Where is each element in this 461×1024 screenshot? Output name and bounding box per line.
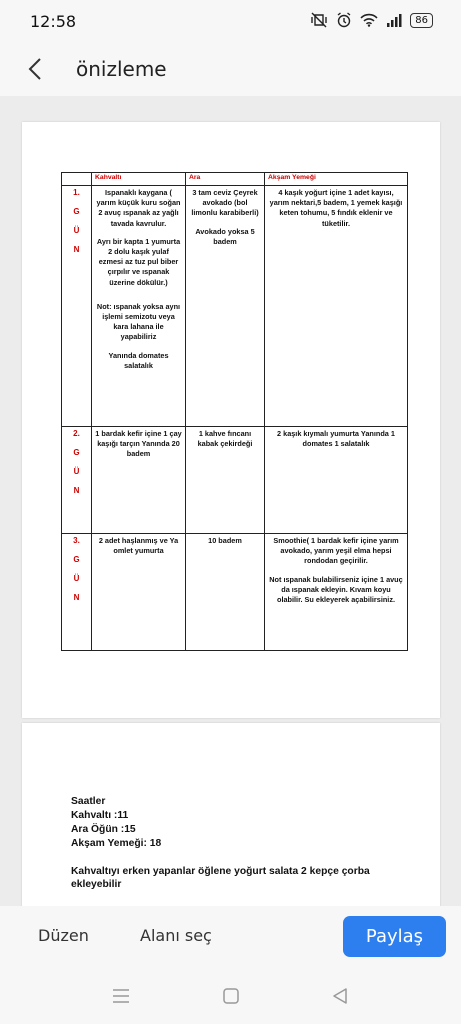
dinner-cell bbox=[265, 427, 408, 534]
day-number: 3. bbox=[73, 536, 80, 545]
select-area-button[interactable]: Alanı seç bbox=[140, 926, 212, 945]
menu-nav-button[interactable] bbox=[111, 987, 131, 1005]
cell-text: 3 tam ceviz Çeyrek avokado (bol limonlu karabiberli) bbox=[191, 188, 259, 218]
cell-text: Smoothie( 1 bardak kefir içine yarım avokado, yarım yeşil elma hepsi rondodan geçirilir. bbox=[273, 536, 399, 566]
day-letter: Ü bbox=[73, 226, 80, 235]
triangle-back-icon bbox=[332, 988, 348, 1004]
breakfast-cell bbox=[92, 534, 186, 651]
cell-text: Ayrı bir kapta 1 yumurta 2 dolu kaşık yulaf ezmesi az tuz pul biber çırpılır ve ıspanak üzerine dökülür.) bbox=[96, 236, 181, 287]
status-time: 12:58 bbox=[30, 12, 77, 31]
status-bar bbox=[0, 0, 461, 44]
bottom-action-bar bbox=[0, 906, 461, 968]
day-letter: G bbox=[73, 448, 80, 457]
snack-cell bbox=[186, 534, 265, 651]
page-title: önizleme bbox=[76, 57, 167, 81]
cell-text: Avokado yoksa 5 badem bbox=[195, 226, 255, 246]
cell-text: 10 badem bbox=[208, 536, 242, 545]
back-button[interactable] bbox=[18, 52, 52, 86]
breakfast-cell bbox=[92, 186, 186, 427]
cell-text: Not: ıspanak yoksa aynı işlemi semizotu veya kara lahana ile yapabiliriz bbox=[96, 301, 181, 342]
day-label bbox=[62, 186, 92, 427]
notes-line: Ara Öğün :15 bbox=[71, 823, 136, 835]
cell-text: 2 adet haşlanmış ve Ya omlet yumurta bbox=[98, 536, 179, 556]
day-letter: N bbox=[73, 486, 80, 495]
cell-text: 1 kahve fıncanı kabak çekirdeği bbox=[197, 429, 253, 449]
snack-cell bbox=[186, 186, 265, 427]
home-nav-button[interactable] bbox=[221, 987, 241, 1005]
share-button[interactable]: Paylaş bbox=[343, 916, 446, 957]
cell-text: 1 bardak kefir içine 1 çay kaşığı tarçın Yanında 20 badem bbox=[95, 429, 182, 459]
notes-tip: Kahvaltıyı erken yapanlar öğlene yoğurt salata 2 kepçe çorba ekleyebilir bbox=[71, 865, 370, 891]
menu-icon bbox=[112, 989, 130, 1003]
notes-line: Akşam Yemeği: 18 bbox=[71, 837, 162, 849]
cell-text: 2 kaşık kıymalı yumurta Yanında 1 domates 1 salatalık bbox=[277, 429, 395, 449]
chevron-left-icon bbox=[28, 57, 42, 81]
wifi-icon bbox=[360, 13, 378, 27]
day-letter: Ü bbox=[73, 574, 80, 583]
day-letter: G bbox=[73, 555, 80, 564]
table-header-cell: Akşam Yemeği bbox=[265, 173, 408, 186]
document-preview[interactable] bbox=[0, 96, 461, 906]
day-letter: N bbox=[73, 593, 80, 602]
day-letter: N bbox=[73, 245, 80, 254]
table-row bbox=[62, 534, 408, 651]
document-page-1 bbox=[22, 122, 440, 718]
table-header-cell: Ara bbox=[186, 173, 265, 186]
schedule-notes bbox=[71, 795, 401, 892]
day-number: 2. bbox=[73, 429, 80, 438]
cell-text: Not ıspanak bulabilirseniz içine 1 avuç da ıspanak ekleyin. Kıvam koyu olabilir. Su ekleyerek açabilirsiniz. bbox=[269, 574, 403, 605]
day-label bbox=[62, 534, 92, 651]
back-nav-button[interactable] bbox=[330, 987, 350, 1005]
document-page-2 bbox=[22, 723, 440, 906]
cell-text: Ispanaklı kaygana ( yarım küçük kuru soğan 2 avuç ıspanak az yağlı tavada kavrulur. bbox=[96, 188, 181, 228]
meal-plan-table bbox=[61, 172, 408, 651]
cell-text: 4 kaşık yoğurt içine 1 adet kayısı, yarım nektari,5 badem, 1 yemek kaşığı keten tohumu, 5 fındık eklenir ve tüketilir. bbox=[269, 188, 403, 228]
edit-button[interactable]: Düzen bbox=[38, 926, 89, 945]
day-label bbox=[62, 427, 92, 534]
home-square-icon bbox=[223, 988, 239, 1004]
table-header-cell bbox=[62, 173, 92, 186]
cell-text: Yanında domates salatalık bbox=[108, 350, 169, 370]
day-number: 1. bbox=[73, 188, 80, 197]
system-nav-bar bbox=[0, 968, 461, 1024]
signal-icon bbox=[386, 13, 402, 27]
table-header-cell: Kahvaltı bbox=[92, 173, 186, 186]
battery-indicator: 86 bbox=[410, 13, 433, 28]
alarm-icon bbox=[336, 12, 352, 28]
snack-cell bbox=[186, 427, 265, 534]
table-header-row bbox=[62, 173, 408, 186]
day-letter: G bbox=[73, 207, 80, 216]
table-row bbox=[62, 186, 408, 427]
status-icons bbox=[310, 12, 433, 28]
table-row bbox=[62, 427, 408, 534]
notes-line: Kahvaltı :11 bbox=[71, 809, 129, 821]
app-header bbox=[0, 44, 461, 96]
day-letter: Ü bbox=[73, 467, 80, 476]
dinner-cell bbox=[265, 534, 408, 651]
notes-title: Saatler bbox=[71, 796, 106, 807]
dinner-cell bbox=[265, 186, 408, 427]
mute-vibrate-icon bbox=[310, 12, 328, 28]
breakfast-cell bbox=[92, 427, 186, 534]
